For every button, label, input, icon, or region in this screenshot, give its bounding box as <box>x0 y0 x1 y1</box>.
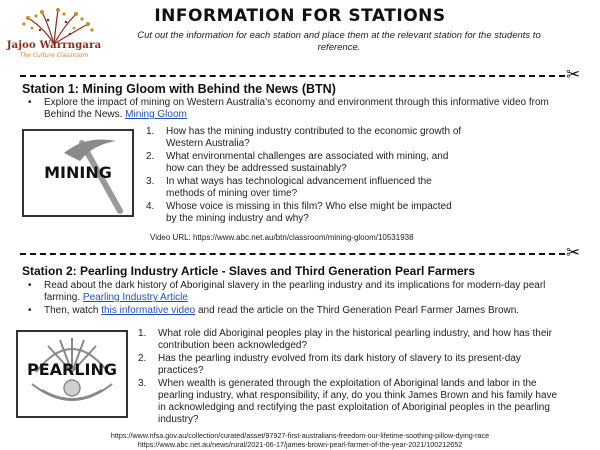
question-text: What environmental challenges are associated with mining, and how can they be addressed sustainably? <box>166 151 449 174</box>
source-url-1: https://www.nfsa.gov.au/collection/curated/asset/97927-first-australians-freedom-our-lifetime-soothing-pillow-dying-race <box>110 431 490 440</box>
station-2-description <box>44 280 564 304</box>
bullet-icon: • <box>28 280 32 291</box>
station-1-description-text: Explore the impact of mining on Western Australia’s economy and environment through this informative video from Behind the News. <box>44 97 549 120</box>
instruction-suffix: and read the article on the Third Generation Pearl Farmer James Brown. <box>195 305 520 316</box>
page-title: INFORMATION FOR STATIONS <box>154 6 446 26</box>
station-2-description-text: Read about the dark history of Aboriginal slavery in the pearling industry and its implications for modern-day pearl farming. <box>44 280 546 303</box>
mining-gloom-link[interactable]: Mining Gloom <box>125 109 187 120</box>
pearling-industry-article-link[interactable]: Pearling Industry Article <box>82 292 188 303</box>
station-2-title: Station 2: Pearling Industry Article - Slaves and Third Generation Pearl Farmers <box>22 264 476 278</box>
question-text: Has the pearling industry evolved from its dark history of slavery to its present-day practices? <box>158 353 521 376</box>
station-1-questions <box>142 126 462 226</box>
logo-name: Jajoo Warrngara <box>6 40 102 51</box>
instruction-prefix: Then, watch <box>44 305 102 316</box>
mining-icon-label: MINING <box>44 163 112 182</box>
list-item: 2. Has the pearling industry evolved from its dark history of slavery to its present-day practices? <box>138 353 521 376</box>
question-text: How has the mining industry contributed to the economic growth of Western Australia? <box>166 126 462 149</box>
list-item: 3. In what ways has technological advancement influenced the methods of mining over time? <box>146 176 432 199</box>
logo-tagline: The Culture Classroom <box>19 52 89 59</box>
list-item: 4. Whose voice is missing in this film? Who else might be impacted by the mining industry and why? <box>146 201 452 224</box>
cut-line <box>20 253 565 255</box>
question-text: What role did Aboriginal peoples play in the historical pearling industry, and how has their contribution been acknowledged? <box>158 328 552 351</box>
station-2-video-instruction <box>44 305 564 317</box>
list-item: 2. What environmental challenges are associated with mining, and how can they be addressed sustainably? <box>146 151 449 174</box>
question-text: Whose voice is missing in this film? Who else might be impacted by the mining industry and why? <box>166 201 452 224</box>
list-item: 1. What role did Aboriginal peoples play in the historical pearling industry, and how has their contribution been acknowledged? <box>138 328 552 351</box>
scissors-icon: ✂ <box>566 65 581 84</box>
station-2-questions <box>134 328 566 427</box>
list-item: 3. When wealth is generated through the exploitation of Aboriginal lands and labor in the pearling industry, what responsibility, if any, do you think James Brown and his family have in acknowledging and rectifying the past exploitation of Aboriginal peoples in the pearling industry? <box>138 378 558 425</box>
pearling-icon-box <box>16 330 128 418</box>
informative-video-link[interactable]: this informative video <box>101 305 196 316</box>
station-1-title: Station 1: Mining Gloom with Behind the News (BTN) <box>22 82 336 96</box>
question-text: When wealth is generated through the exploitation of Aboriginal lands and labor in the pearling industry, what responsibility, if any, do you think James Brown and his family have in acknowledging and rectifying the past exploitation of Aboriginal peoples in the pearling industry? <box>158 378 558 425</box>
pearling-icon-label: PEARLING <box>26 360 118 379</box>
scissors-icon: ✂ <box>566 243 581 262</box>
bullet-icon: • <box>28 97 32 108</box>
station-1-video-url: Video URL: https://www.abc.net.au/btn/classroom/mining-gloom/10531938 <box>150 233 414 242</box>
question-text: In what ways has technological advancement influenced the methods of mining over time? <box>166 176 432 199</box>
list-item: 1. How has the mining industry contributed to the economic growth of Western Australia? <box>146 126 462 149</box>
source-url-2: https://www.abc.net.au/news/rural/2021-06-17/james-brown-pearl-farmer-of-the-year-2021/100212652 <box>137 440 463 449</box>
station-1-description <box>44 97 564 121</box>
bullet-icon: • <box>28 305 32 316</box>
mining-icon-box <box>22 129 134 217</box>
page-subtitle: Cut out the information for each station and place them at the relevant station for the students to reference. <box>137 30 541 53</box>
cut-line <box>20 75 565 77</box>
